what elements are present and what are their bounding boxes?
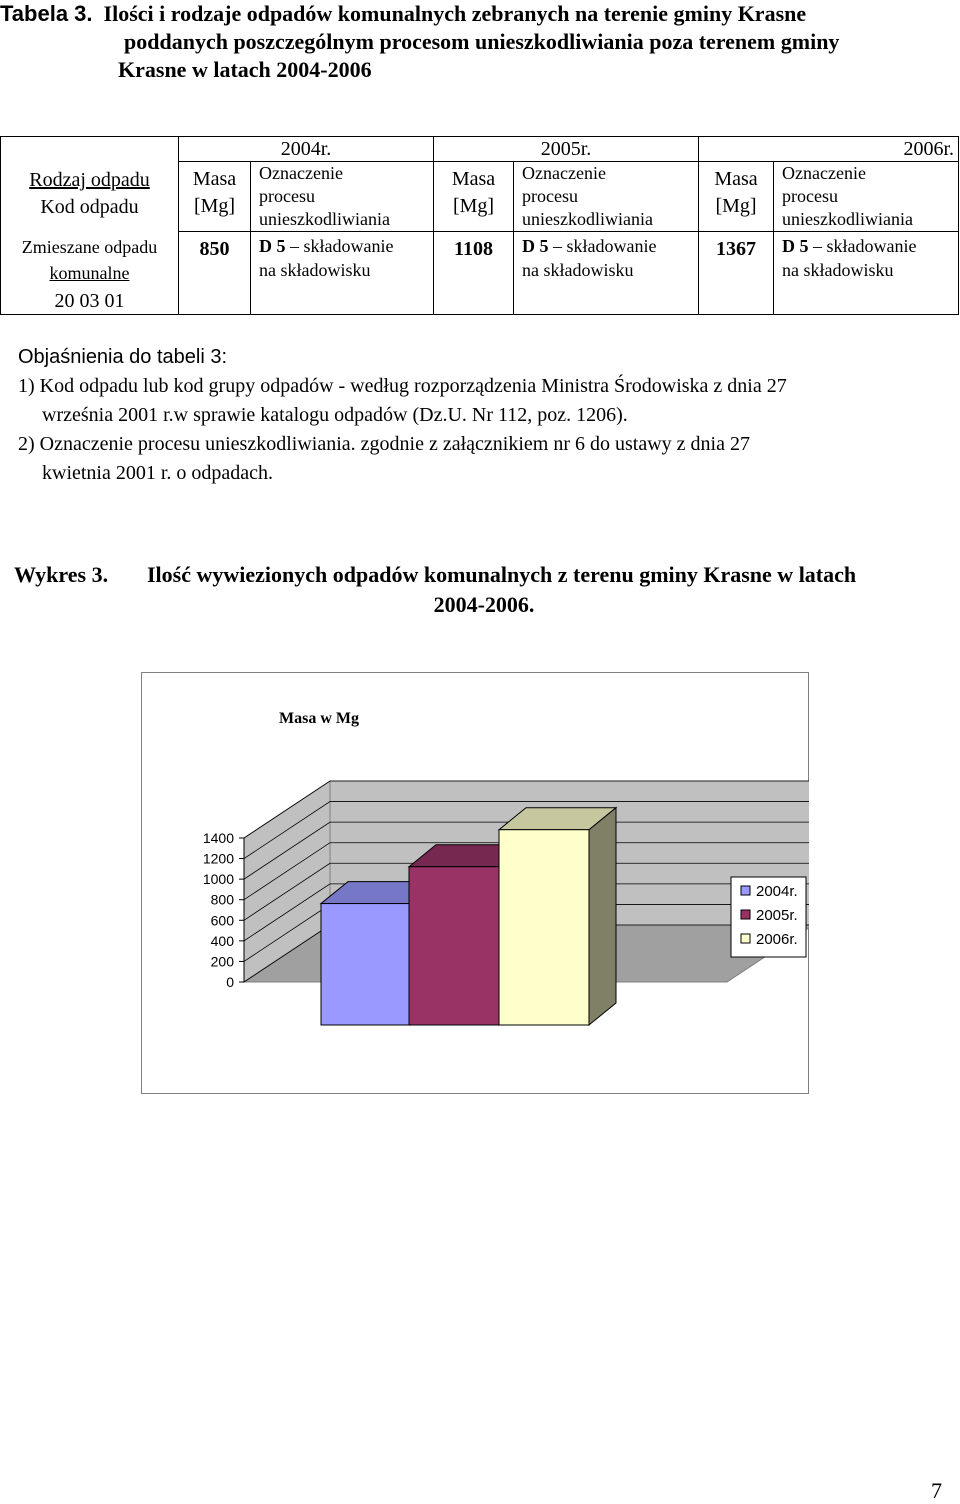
mass-2006: 1367 [699, 232, 774, 315]
bar-chart [141, 672, 809, 1094]
row-kind-cell [1, 232, 179, 315]
y-tick-label: 400 [210, 932, 234, 949]
legend-label: 2006r. [756, 931, 798, 948]
year-2006: 2006r. [699, 137, 959, 162]
mass-header-2005: Masa [Mg] [434, 162, 514, 232]
legend-swatch [741, 886, 750, 895]
waste-table [0, 136, 959, 315]
chart-title: Masa w Mg [279, 710, 359, 727]
title-line-2: poddanych poszczególnym procesom unieszkodliwiania poza terenem gminy [124, 29, 840, 54]
legend-label: 2004r. [756, 883, 798, 900]
y-tick-label: 600 [210, 912, 234, 929]
row-code: 20 03 01 [54, 289, 125, 312]
bar-front [499, 830, 589, 1025]
row-kind-1: Zmieszane odpadu [21, 236, 158, 257]
y-tick-label: 1000 [202, 871, 234, 888]
header-kind: Rodzaj odpadu [29, 169, 150, 191]
y-tick-label: 800 [210, 891, 234, 908]
bar-side [589, 808, 616, 1025]
mass-header-2006: Masa [Mg] [699, 162, 774, 232]
y-tick-label: 0 [226, 974, 234, 990]
page-number: 7 [931, 1478, 942, 1503]
bar-front [321, 904, 411, 1025]
y-tick-label: 1400 [202, 830, 234, 846]
mass-header-2004: Masa [Mg] [179, 162, 251, 232]
chart-caption-label: Wykres 3. [14, 562, 109, 587]
row-kind-2: komunalne [49, 262, 130, 283]
process-header-2004: Oznaczenie procesu unieszkodliwiania [251, 162, 434, 232]
legend-label: 2005r. [756, 907, 798, 924]
legend-swatch [741, 910, 750, 919]
table-notes [18, 343, 942, 488]
notes-heading: Objaśnienia do tabeli 3: [18, 346, 228, 368]
process-2004: D 5 – składowanie na składowisku [251, 232, 434, 315]
process-header-2005: Oznaczenie procesu unieszkodliwiania [514, 162, 699, 232]
header-kind-cell [1, 137, 179, 232]
mass-2004: 850 [179, 232, 251, 315]
year-2005: 2005r. [434, 137, 699, 162]
header-code: Kod odpadu [40, 196, 139, 218]
chart-caption-line-1: Ilość wywiezionych odpadów komunalnych z terenu gminy Krasne w latach [147, 562, 857, 587]
title-line-3: Krasne w latach 2004-2006 [118, 57, 372, 82]
y-tick-label: 200 [210, 953, 234, 970]
chart-caption-line-2: 2004-2006. [433, 592, 535, 617]
process-header-2006: Oznaczenie procesu unieszkodliwiania [774, 162, 959, 232]
process-2005: D 5 – składowanie na składowisku [514, 232, 699, 315]
note-2-line-2: kwietnia 2001 r. o odpadach. [42, 462, 274, 484]
note-1-line-2: września 2001 r.w sprawie katalogu odpadów (Dz.U. Nr 112, poz. 1206). [42, 404, 628, 426]
chart-legend [731, 877, 806, 957]
year-2004: 2004r. [179, 137, 434, 162]
bar-front [409, 867, 499, 1025]
table-label: Tabela 3. [0, 1, 93, 26]
note-2-line-1: 2) Oznaczenie procesu unieszkodliwiania. zgodnie z załącznikiem nr 6 do ustawy z dnia 27 [18, 433, 750, 455]
legend-swatch [741, 934, 750, 943]
title-line-1: Ilości i rodzaje odpadów komunalnych zebranych na terenie gminy Krasne [103, 1, 807, 26]
note-1-line-1: 1) Kod odpadu lub kod grupy odpadów - według rozporządzenia Ministra Środowiska z dnia 27 [18, 375, 787, 397]
process-2006: D 5 – składowanie na składowisku [774, 232, 959, 315]
y-tick-label: 1200 [202, 850, 234, 867]
mass-2005: 1108 [434, 232, 514, 315]
bar-2006r. [499, 808, 616, 1025]
